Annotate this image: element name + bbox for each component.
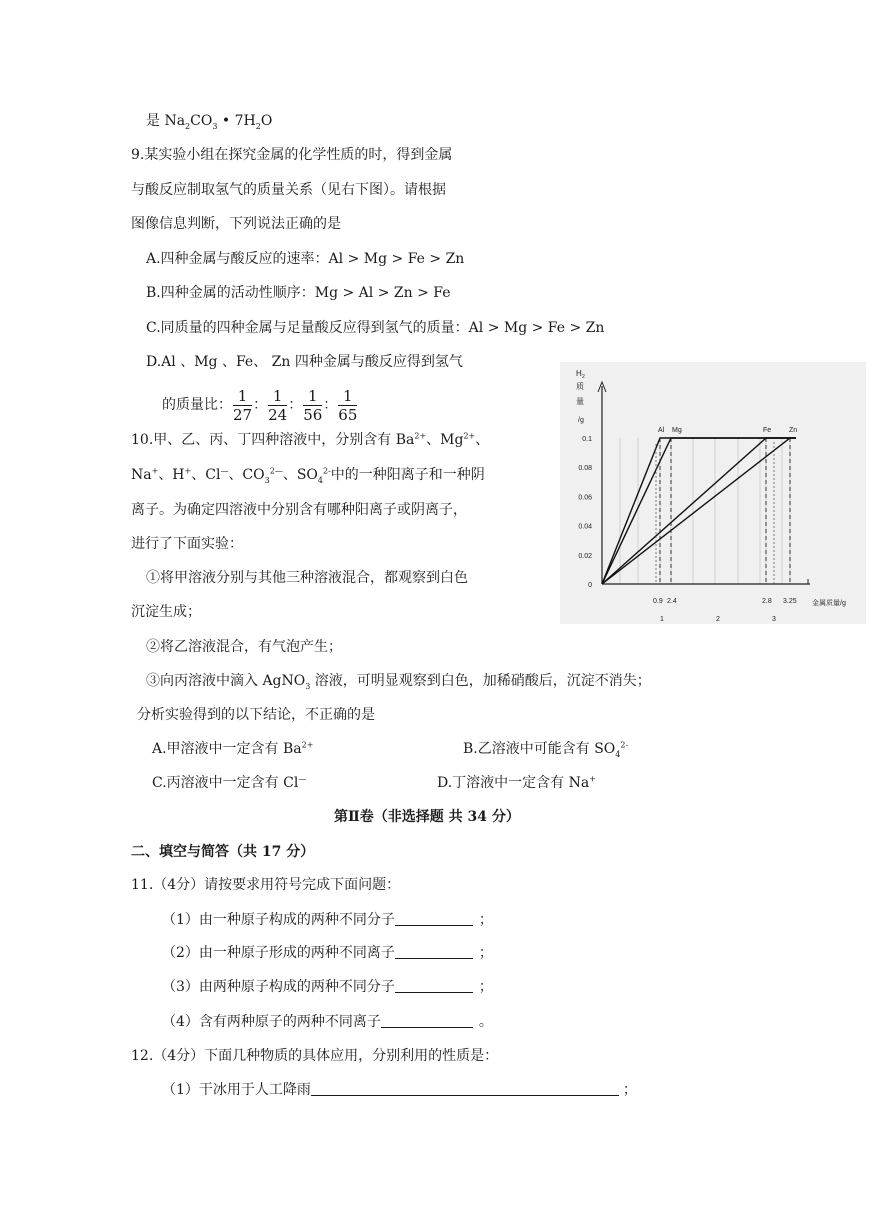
q10-option-b: B.乙溶液中可能含有 $SO_4^{2-}$: [463, 740, 629, 759]
q10-option-d: D.丁溶液中一定含有 Na+: [437, 774, 596, 791]
q10-exp-2: ②将乙溶液混合，有气泡产生；: [146, 639, 342, 655]
q9-stem-2: 与酸反应制取氢气的质量关系（见右下图）。请根据: [131, 182, 446, 198]
y-axis-label: 量: [576, 397, 584, 406]
y-axis-label: /g: [578, 417, 584, 424]
x-tick-label: 0.9: [653, 598, 663, 605]
q9-stem-1: 9.某实验小组在探究金属的化学性质的时，得到金属: [131, 147, 453, 163]
x-tick-label: 3.25: [783, 598, 797, 605]
q12-item-1: （1）干冰用于人工降雨 ；: [162, 1082, 637, 1098]
q9-option-a: A.四种金属与酸反应的速率：Al > Mg > Fe > Zn: [146, 251, 465, 267]
q9-option-d-ratio: 的质量比： $\frac{1}{27}$ ： $\frac{1}{24}$ ： $\frac{1}{56}$ ： $\frac{1}{65}$: [162, 386, 358, 424]
q9-option-c: C.同质量的四种金属与足量酸反应得到氢气的质量：Al > Mg > Fe > Zn: [146, 320, 605, 336]
carryover-line: 是 $Na_2CO_3$ • $7H_2O$: [146, 113, 273, 131]
x-tick-label-lower: 3: [772, 616, 776, 623]
series-label-al: Al: [658, 427, 665, 434]
answer-blank[interactable]: [395, 944, 473, 959]
chart-marks: [602, 438, 796, 584]
q10-option-c: C.丙溶液中一定含有 Cl—: [152, 774, 307, 791]
x-tick-label: 2.4: [667, 598, 677, 605]
series-label-fe: Fe: [763, 427, 772, 434]
y-tick-label: 0.1: [582, 436, 592, 443]
q12-stem: 12.（4分）下面几种物质的具体应用，分别利用的性质是：: [131, 1048, 499, 1064]
answer-blank[interactable]: [381, 1013, 473, 1028]
answer-blank[interactable]: [311, 1081, 619, 1096]
q10-line-1: 10.甲、乙、丙、丁四种溶液中，分别含有 $Ba^{2+}$、$Mg^{2+}$、: [131, 431, 490, 448]
q10-option-a: A.甲溶液中一定含有 $Ba^{2+}$: [152, 740, 314, 757]
section-title: 二、填空与简答（共 17 分）: [131, 844, 315, 860]
y-tick-label: 0.08: [578, 465, 592, 473]
chart-grid: [620, 438, 790, 584]
q10-line-3: 离子。为确定四溶液中分别含有哪种阳离子或阴离子，: [131, 502, 467, 518]
q9-stem-3: 图像信息判断，下列说法正确的是: [131, 216, 341, 232]
q9-option-d: D.Al 、Mg 、Fe、 Zn 四种金属与酸反应得到氢气: [146, 354, 463, 370]
q10-line-2: Na+、H+、Cl—、$CO_3^{2—}$、$SO_4^{2-}$中的一种阳离子和一种阴: [131, 466, 485, 485]
q11-stem: 11.（4分）请按要求用符号完成下面问题：: [131, 877, 401, 893]
q10-conclusion: 分析实验得到的以下结论，不正确的是: [137, 707, 375, 723]
q10-exp-3: ③向丙溶液中滴入 AgNO$_3$ 溶液，可明显观察到白色，加稀硝酸后，沉淀不消失；: [146, 673, 651, 691]
y-tick-label: 0.02: [578, 552, 592, 560]
q10-line-4: 进行了下面实验：: [131, 536, 243, 552]
x-axis-label: 金属质量/g: [812, 600, 846, 607]
q11-item-1: （1）由一种原子构成的两种不同分子 ；: [162, 912, 493, 928]
q11-item-2: （2）由一种原子形成的两种不同离子 ；: [162, 945, 493, 961]
y-tick-label: 0.06: [578, 494, 592, 502]
y-tick-label: 0.04: [578, 523, 592, 531]
q9-option-b: B.四种金属的活动性顺序：Mg > Al > Zn > Fe: [146, 285, 451, 301]
series-label-mg: Mg: [672, 427, 682, 434]
chart-labels: [576, 369, 846, 623]
y-tick-label: 0: [588, 582, 592, 589]
part2-title: 第Ⅱ卷（非选择题 共 34 分）: [334, 809, 520, 825]
q11-item-3: （3）由两种原子构成的两种不同分子 ；: [162, 979, 493, 995]
y-axis-label: 质: [576, 382, 584, 391]
q10-exp-1b: 沉淀生成；: [131, 604, 201, 620]
answer-blank[interactable]: [395, 978, 473, 993]
series-label-zn: Zn: [789, 427, 798, 434]
x-tick-label-lower: 1: [660, 616, 664, 623]
q10-exp-1a: ①将甲溶液分别与其他三种溶液混合，都观察到白色: [146, 570, 468, 586]
answer-blank[interactable]: [395, 911, 473, 926]
y-axis-label: H: [576, 369, 582, 378]
hydrogen-mass-chart: [560, 362, 866, 624]
y-axis-label-sub: 2: [582, 374, 585, 380]
x-tick-label: 2.8: [762, 598, 772, 605]
x-tick-label-lower: 2: [716, 616, 720, 623]
chart-axes: [598, 382, 810, 584]
q11-item-4: （4）含有两种原子的两种不同离子 。: [162, 1014, 493, 1030]
